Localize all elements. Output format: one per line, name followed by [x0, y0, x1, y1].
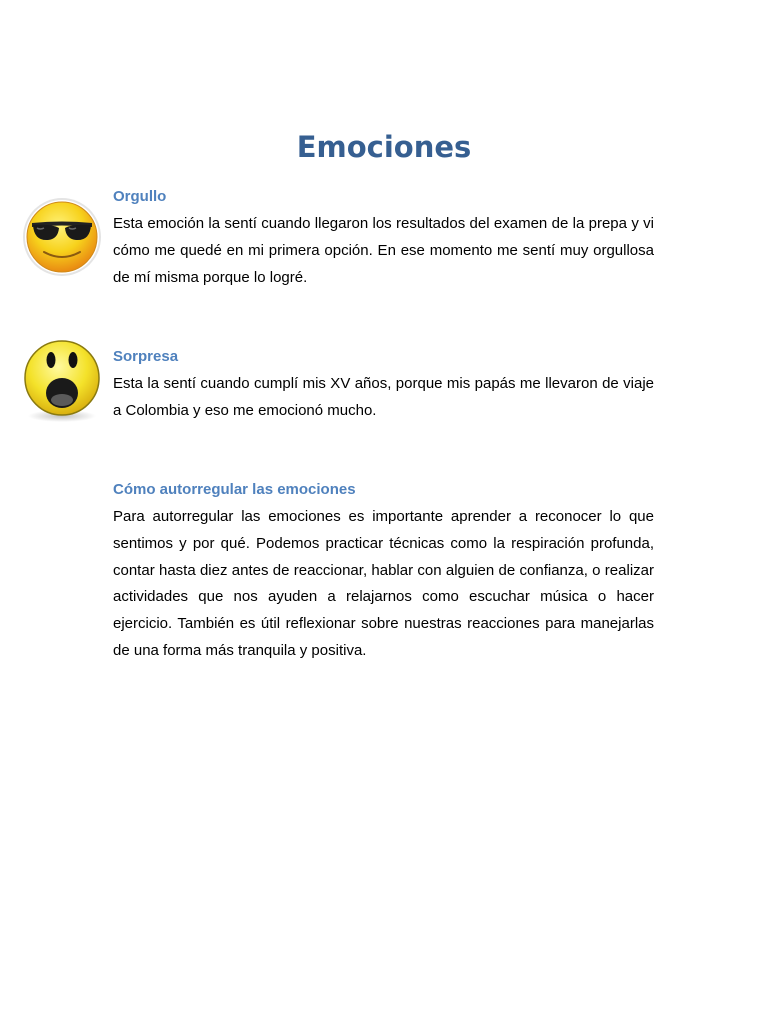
section-sorpresa: [113, 348, 654, 425]
section-body-sorpresa: Esta la sentí cuando cumplí mis XV años, porque mis papás me llevaron de viaje a Colombia y eso me emocionó mucho.: [113, 375, 654, 419]
section-body-autorregular: Para autorregular las emociones es importante aprender a reconocer lo que sentimos y por qué. Podemos practicar técnicas como la respiración profunda, contar hasta diez antes de reaccionar, hablar con alguien de confianza, o realizar actividades que nos ayuden a relajarnos como escuchar música o hacer ejercicio. También es útil reflexionar sobre nuestras reacciones para manejarlas de una forma más tranquila y positiva.: [113, 508, 654, 659]
section-heading-orgullo: Orgullo: [113, 188, 167, 205]
surprised-face-icon: [22, 338, 102, 424]
section-heading-autorregular: Cómo autorregular las emociones: [113, 481, 356, 498]
section-heading-sorpresa: Sorpresa: [113, 348, 179, 365]
cool-sunglasses-face-icon: [22, 196, 102, 282]
section-autorregular: [113, 481, 654, 665]
section-orgullo: [113, 188, 654, 291]
section-body-orgullo: Esta emoción la sentí cuando llegaron los resultados del examen de la prepa y vi cómo me quedé en mi primera opción. En ese momento me sentí muy orgullosa de mí misma porque lo logré.: [113, 215, 654, 286]
page-title: Emociones: [296, 130, 472, 164]
